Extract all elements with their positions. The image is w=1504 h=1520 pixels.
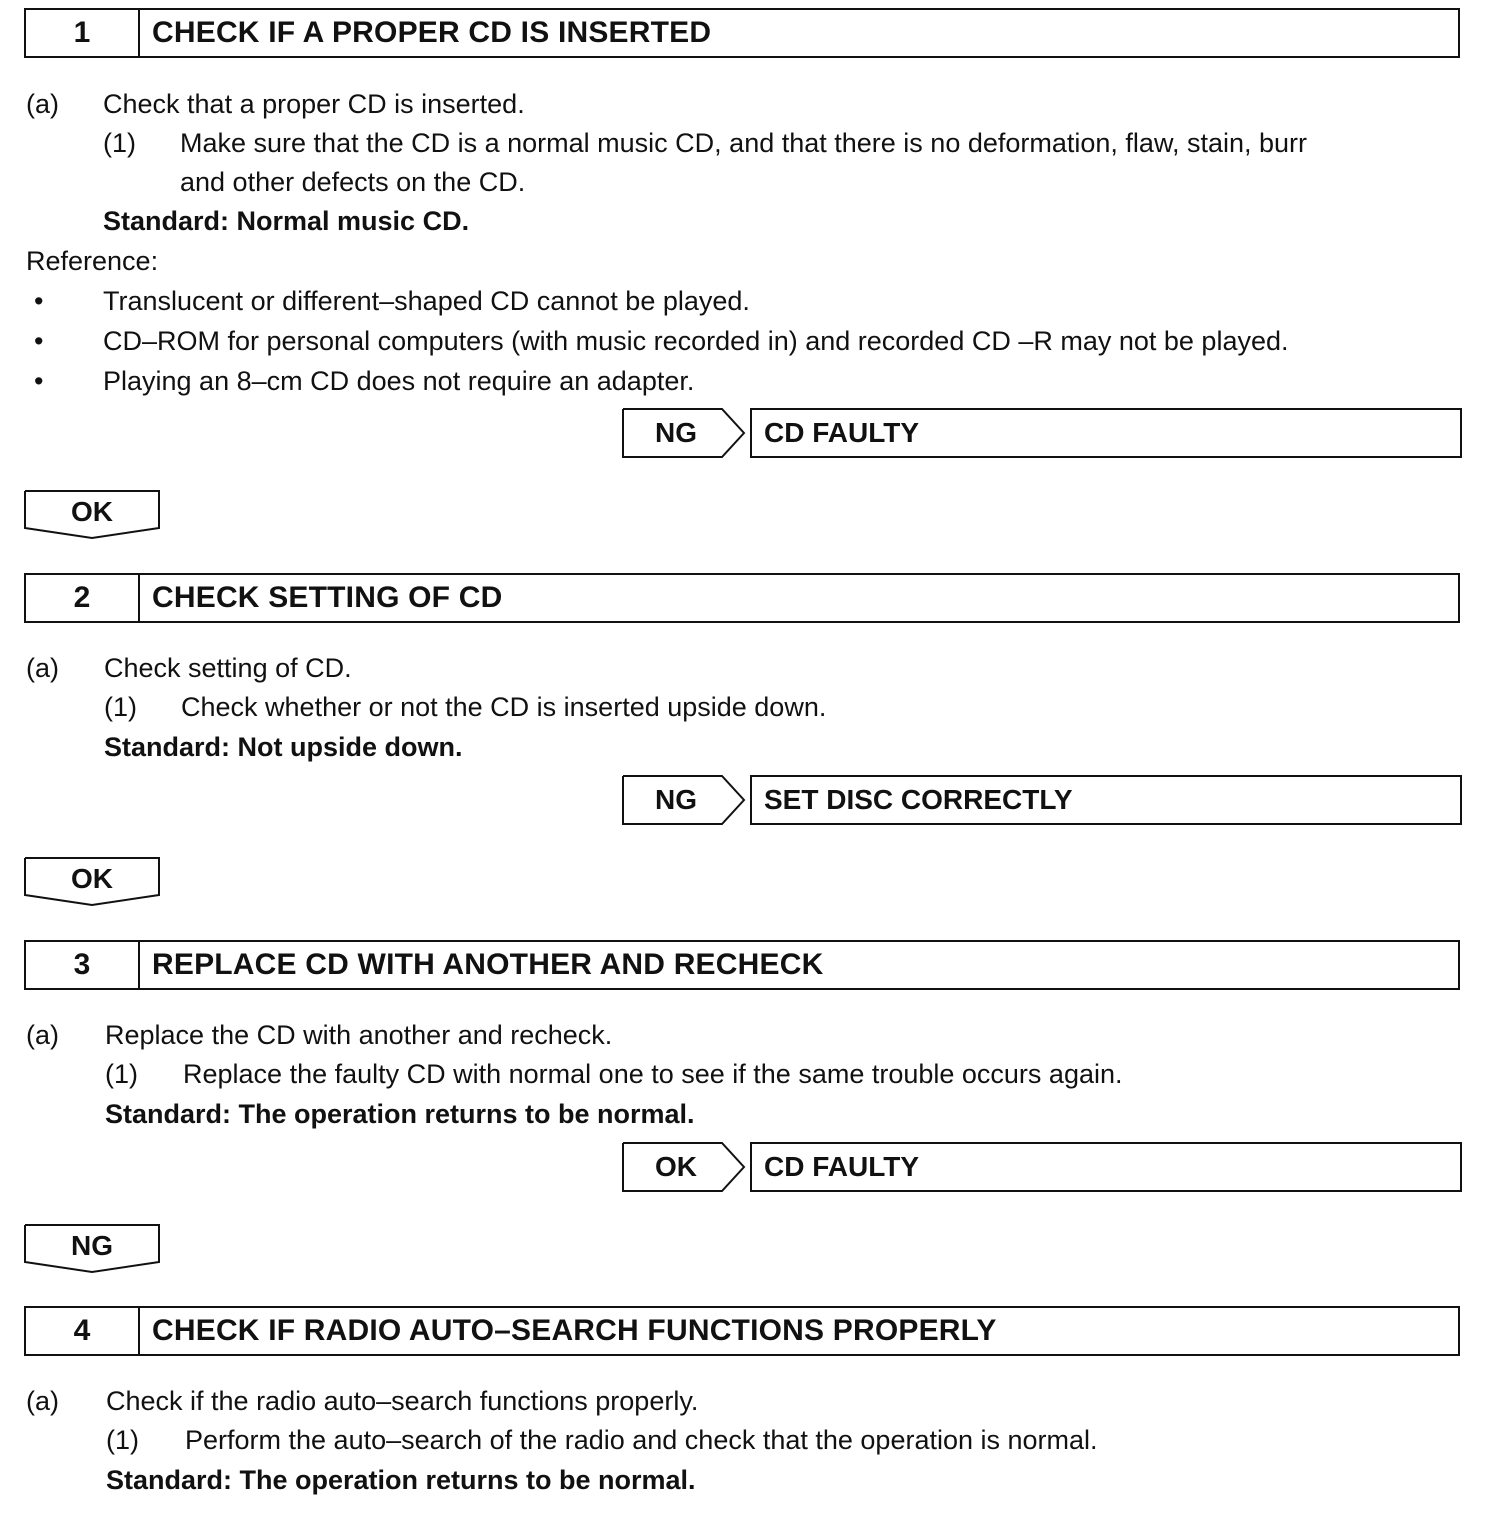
step-1-result [622, 408, 1462, 458]
result-tag: OK [655, 1151, 697, 1182]
item-label-a: (a) [26, 89, 59, 119]
item-text-a: Check if the radio auto–search functions properly. [106, 1386, 699, 1416]
result-box: CD FAULTY [750, 1142, 1462, 1192]
sub-item-label: (1) [103, 128, 136, 158]
bullet-item: Playing an 8–cm CD does not require an adapter. [103, 366, 695, 396]
step-title: CHECK SETTING OF CD [152, 581, 503, 614]
item-text-a: Check setting of CD. [104, 653, 352, 683]
step-title: REPLACE CD WITH ANOTHER AND RECHECK [152, 948, 824, 981]
standard-text: Standard: The operation returns to be normal. [106, 1465, 696, 1495]
step-1-header [24, 8, 1460, 58]
step-number: 3 [26, 942, 140, 988]
step-title: CHECK IF RADIO AUTO–SEARCH FUNCTIONS PROPERLY [152, 1314, 997, 1347]
step-number: 2 [26, 575, 140, 621]
bullet-item: CD–ROM for personal computers (with music recorded in) and recorded CD –R may not be played. [103, 326, 1289, 356]
step-3-result [622, 1142, 1462, 1192]
item-label-a: (a) [26, 1020, 59, 1050]
sub-item-label: (1) [104, 692, 137, 722]
item-label-a: (a) [26, 1386, 59, 1416]
bullet-marker: • [34, 286, 44, 316]
sub-item-text: Make sure that the CD is a normal music CD, and that there is no deformation, flaw, stain, burr [180, 128, 1307, 158]
standard-text: Standard: The operation returns to be normal. [105, 1099, 695, 1129]
step-1-flow [24, 490, 164, 542]
step-number: 4 [26, 1308, 140, 1354]
step-number: 1 [26, 10, 140, 56]
bullet-item: Translucent or different–shaped CD cannot be played. [103, 286, 750, 316]
item-text-a: Check that a proper CD is inserted. [103, 89, 525, 119]
result-tag: NG [655, 784, 697, 815]
result-box: SET DISC CORRECTLY [750, 775, 1462, 825]
step-3-header [24, 940, 1460, 990]
sub-item-text: Check whether or not the CD is inserted upside down. [181, 692, 827, 722]
flow-tag: NG [71, 1230, 113, 1261]
bullet-marker: • [34, 326, 44, 356]
bullet-marker: • [34, 366, 44, 396]
step-title: CHECK IF A PROPER CD IS INSERTED [152, 16, 712, 49]
step-2-flow [24, 857, 164, 909]
sub-item-text-cont: and other defects on the CD. [180, 167, 526, 197]
sub-item-text: Perform the auto–search of the radio and check that the operation is normal. [185, 1425, 1098, 1455]
result-box: CD FAULTY [750, 408, 1462, 458]
step-2-result [622, 775, 1462, 825]
standard-text: Standard: Normal music CD. [103, 206, 470, 236]
flow-tag: OK [71, 496, 113, 527]
step-3-flow [24, 1224, 164, 1276]
item-label-a: (a) [26, 653, 59, 683]
item-text-a: Replace the CD with another and recheck. [105, 1020, 613, 1050]
sub-item-label: (1) [105, 1059, 138, 1089]
result-tag: NG [655, 417, 697, 448]
sub-item-label: (1) [106, 1425, 139, 1455]
step-4-header [24, 1306, 1460, 1356]
standard-text: Standard: Not upside down. [104, 732, 463, 762]
flow-tag: OK [71, 863, 113, 894]
step-2-header [24, 573, 1460, 623]
reference-label: Reference: [26, 246, 159, 276]
sub-item-text: Replace the faulty CD with normal one to see if the same trouble occurs again. [183, 1059, 1123, 1089]
